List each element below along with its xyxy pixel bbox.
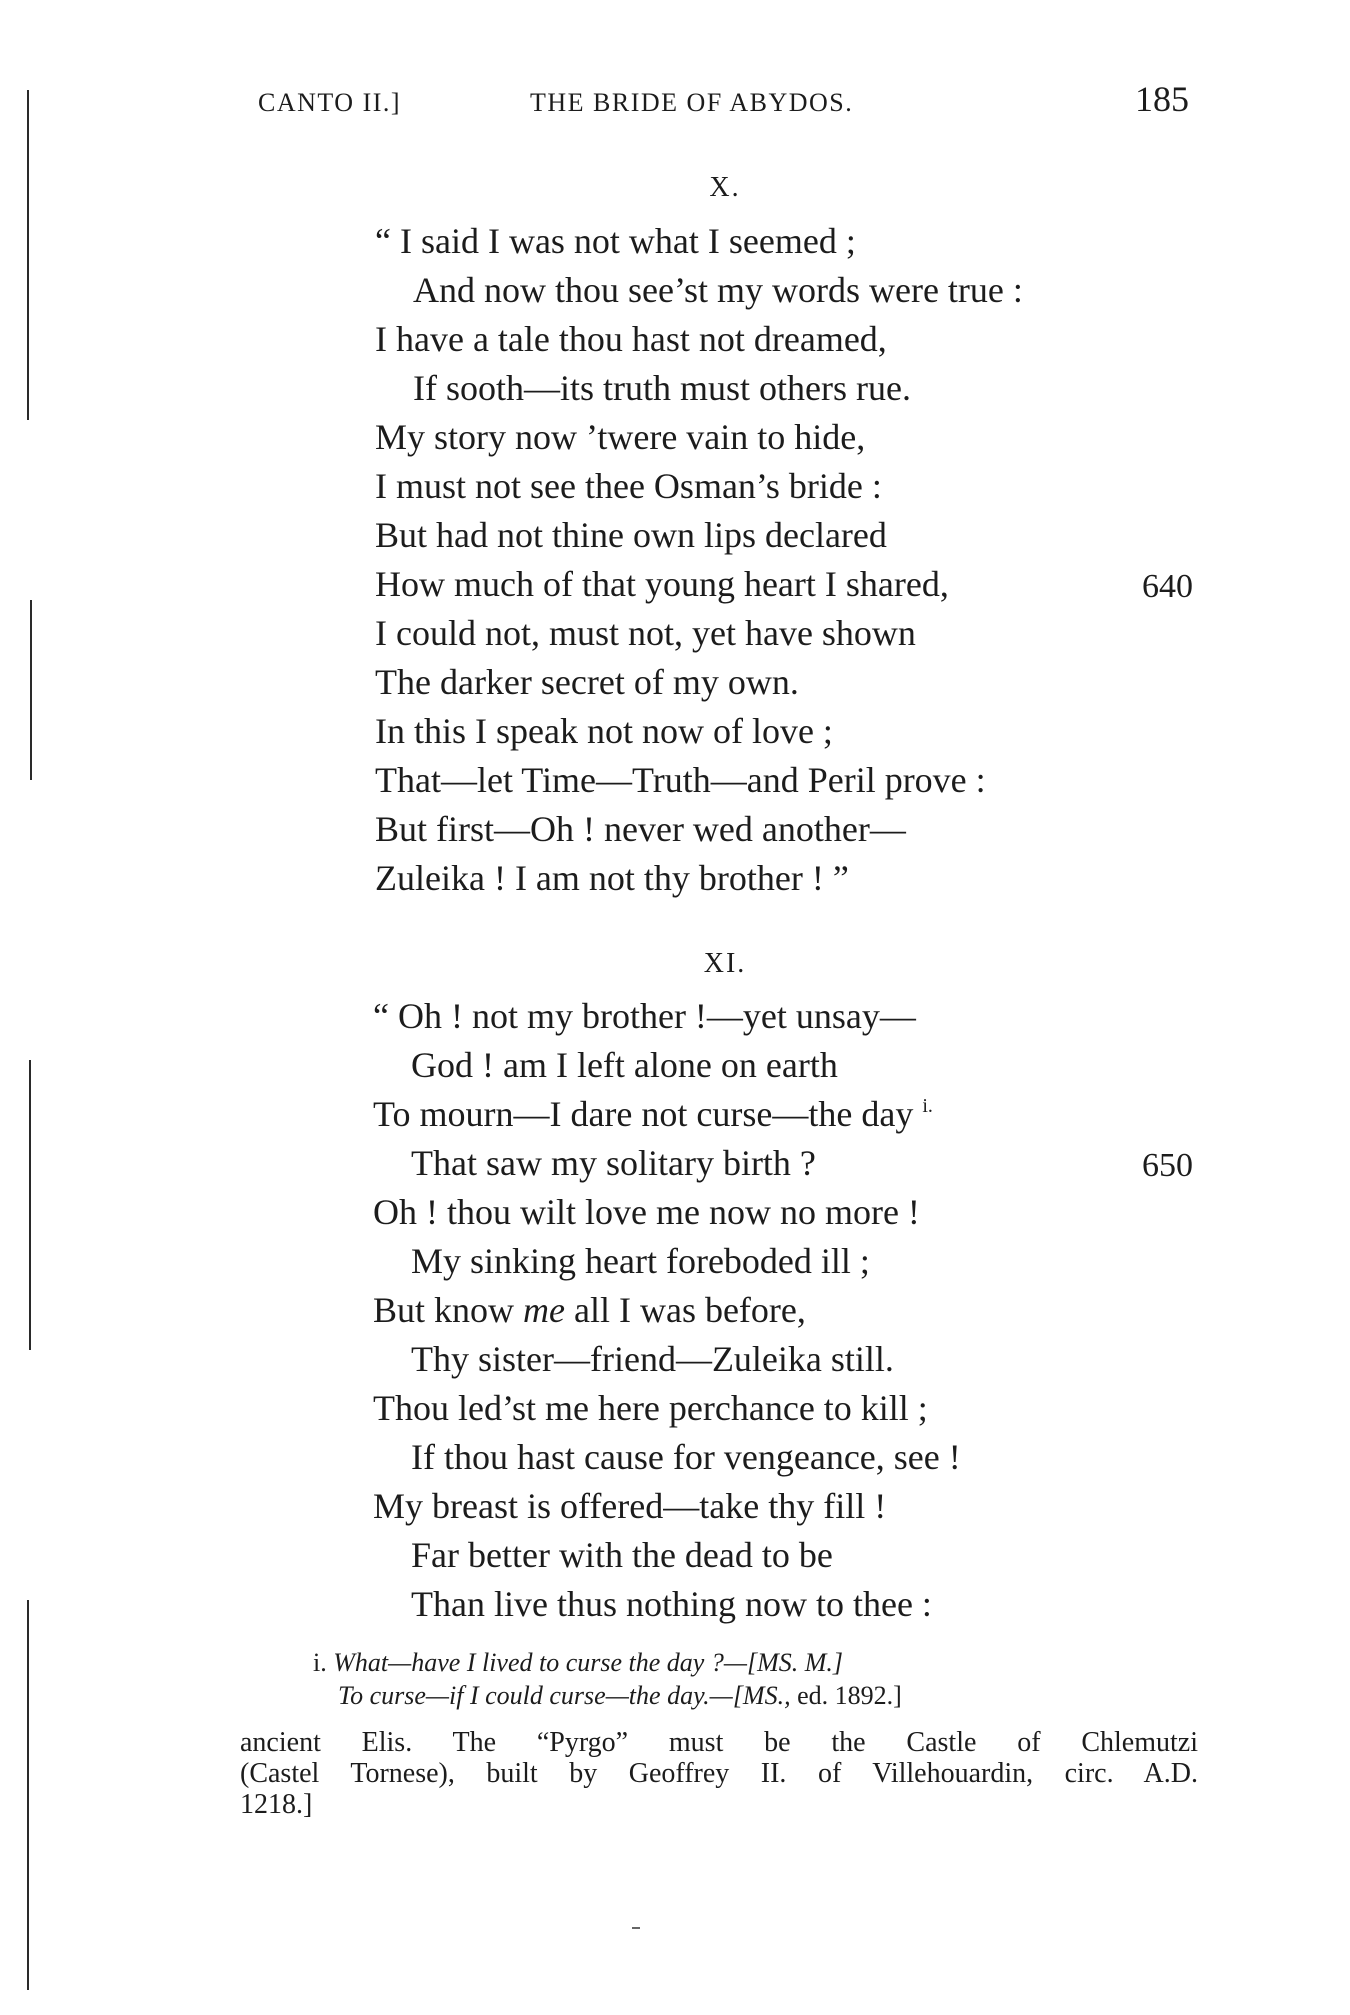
running-header [0,78,1350,118]
footnote-line [313,1648,843,1678]
stanza-numeral-xi: XI. [703,948,747,979]
gutter-mark [29,1060,31,1350]
verse-line: Zuleika ! I am not thy brother ! ” [375,858,849,898]
verse-line: Far better with the dead to be [411,1535,833,1575]
verse-line: “ Oh ! not my brother !—yet unsay— [373,996,916,1036]
verse-line: God ! am I left alone on earth [411,1045,838,1085]
canto-label: CANTO II.] [258,88,402,117]
verse-line: My sinking heart foreboded ill ; [411,1241,870,1281]
prose-note [240,1727,1198,1820]
verse-line: If sooth—its truth must others rue. [413,368,911,408]
verse-line: Oh ! thou wilt love me now no more ! [373,1192,920,1232]
footnote-ref: [MS. M.] [746,1648,844,1677]
footnote-variant: To curse—if I could curse—the day.— [338,1681,733,1710]
verse-line [373,1094,933,1140]
emphasis: me [523,1290,565,1330]
stanza-numeral-x: X. [709,172,741,203]
verse-line: But had not thine own lips declared [375,515,887,555]
verse-line: That—let Time—Truth—and Peril prove : [375,760,986,800]
verse-line: My breast is offered—take thy fill ! [373,1486,887,1526]
verse-text: all I was before, [574,1290,806,1330]
verse-line: Thy sister—friend—Zuleika still. [411,1339,894,1379]
verse-line: And now thou see’st my words were true : [413,270,1023,310]
page-speck [632,1927,640,1929]
footnote-line [338,1681,902,1711]
line-number: 650 [1142,1147,1193,1184]
verse-text: But know [373,1290,515,1330]
verse-line: I have a tale thou hast not dreamed, [375,319,887,359]
verse-line: My story now ’twere vain to hide, [375,417,866,457]
footnote-marker: i. [313,1648,327,1677]
footnote-variant: What—have I lived to curse the day ?— [333,1648,747,1677]
verse-line [373,1290,806,1330]
verse-line: If thou hast cause for vengeance, see ! [411,1437,961,1477]
footnote-ref: [MS., [732,1681,791,1710]
prose-line: 1218.] [240,1789,313,1820]
verse-line: How much of that young heart I shared, [375,564,949,604]
prose-line: (Castel Tornese), built by Geoffrey II. of Villehouardin, circ. A.D. [240,1758,1198,1789]
verse-line: In this I speak not now of love ; [375,711,833,751]
footnote-marker: i. [922,1095,933,1117]
footnote-ref: ed. 1892.] [797,1681,902,1710]
page-number: 185 [1135,79,1189,119]
line-number: 640 [1142,568,1193,605]
verse-line: “ I said I was not what I seemed ; [375,221,856,261]
verse-line: I must not see thee Osman’s bride : [375,466,882,506]
verse-line: But first—Oh ! never wed another— [375,809,906,849]
verse-line: Than live thus nothing now to thee : [411,1584,932,1624]
verse-line: Thou led’st me here perchance to kill ; [373,1388,928,1428]
verse-text: To mourn—I dare not curse—the day [373,1094,914,1134]
gutter-mark [27,90,29,420]
book-title: THE BRIDE OF ABYDOS. [530,88,854,117]
verse-line: I could not, must not, yet have shown [375,613,916,653]
verse-line: The darker secret of my own. [375,662,799,702]
verse-line: That saw my solitary birth ? [411,1143,816,1183]
gutter-mark [30,600,32,780]
prose-line: ancient Elis. The “Pyrgo” must be the Castle of Chlemutzi [240,1727,1198,1758]
gutter-mark [27,1600,29,1990]
